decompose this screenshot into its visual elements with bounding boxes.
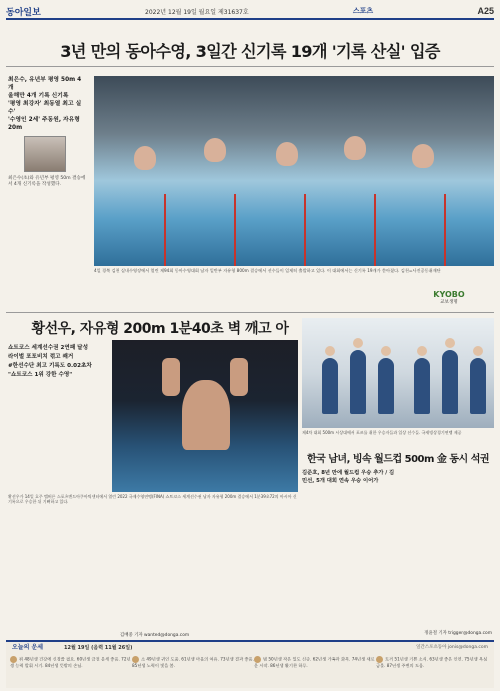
athlete-head	[417, 346, 427, 356]
sponsor-brand: KYOBO	[433, 290, 465, 299]
inset-portrait-photo	[24, 136, 66, 172]
swimmer-figure	[344, 136, 366, 160]
page-number: A25	[477, 6, 494, 16]
swimmer-figure	[134, 146, 156, 170]
fortune-column	[10, 656, 132, 686]
fortune-text: 소 49년생 귀인 도움. 61년생 마음의 여유. 73년생 결과 좋음. 85년생 노력이 빛을 봄.	[132, 656, 254, 668]
zodiac-icon	[254, 656, 261, 663]
zodiac-icon	[10, 656, 17, 663]
fortune-column	[132, 656, 254, 686]
hwang-sunwoo-photo	[112, 340, 298, 492]
fortune-right-note: 일간스포츠동아 jonis@donga.com	[416, 645, 488, 650]
swimmer-figure	[204, 138, 226, 162]
athlete-figure	[442, 350, 458, 414]
athlete-head	[353, 338, 363, 348]
fortune-date-text: 12월 19일	[64, 645, 90, 651]
zodiac-icon	[376, 656, 383, 663]
athlete-figure	[470, 358, 486, 414]
fortune-date	[64, 646, 132, 652]
fortune-text: 토끼 51년생 기쁜 소식. 63년생 좋은 인연. 75년생 욕심 금물. 87년생 주변의 도움.	[376, 656, 488, 668]
second-story-body	[8, 512, 298, 622]
third-headline: 한국 남녀, 빙속 월드컵 500m 金 동시 석권	[306, 454, 490, 465]
issue-date: 2022년 12월 19일 월요일 제31637호	[145, 8, 249, 16]
athlete-figure	[322, 358, 338, 414]
hwang-photo-caption: 황선우가 14일 호주 멜버른 스포츠앤드아쿠아틱센터에서 열린 2022 국제수영연맹(FINA) 쇼트코스 세계선수권 남자 자유형 200m 결승에서 1분39초72의 아시아 신기록으로 우승한 뒤 기뻐하고 있다.	[8, 494, 297, 505]
second-story-byline: 김배중 기자 wanted@donga.com	[120, 633, 190, 638]
athlete-figure	[414, 358, 430, 414]
second-kicker-4: "쇼트코스 1위 강한 수영"	[8, 372, 73, 378]
top-headline: 3년 만의 동아수영, 3일간 신기록 19개 '기록 산실' 입증	[60, 42, 440, 61]
lane-rope	[164, 194, 166, 266]
divider-top	[6, 66, 494, 67]
kicker-line-3: '평영 최강자' 최동열 최고 실수'	[8, 101, 82, 115]
second-kicker-3: #한선수단 최고 기록도 0.02초차	[8, 363, 92, 369]
lane-rope	[444, 194, 446, 266]
athlete-head	[473, 346, 483, 356]
kicker-line-1: 최은수, 유년부 평영 50m 4개	[8, 77, 82, 91]
fortune-section	[6, 640, 494, 688]
athlete-figure	[378, 358, 394, 414]
masthead	[6, 4, 494, 20]
top-story-columns	[94, 282, 394, 310]
swimmer-figure	[412, 144, 434, 168]
divider-mid	[6, 312, 494, 313]
swimming-start-photo	[94, 76, 494, 266]
top-story-left-column	[8, 76, 86, 301]
second-headline: 황선우, 자유형 200m 1분40초 벽 깨고 아	[31, 321, 289, 337]
sponsor-box	[404, 290, 494, 310]
sponsor-label: 교보생명	[440, 300, 458, 305]
third-story-body	[400, 470, 494, 620]
speed-skating-podium-photo	[302, 318, 494, 428]
paper-logo: 동아일보	[6, 7, 41, 18]
fortune-column	[254, 656, 376, 686]
fortune-title: 오늘의 운세	[12, 644, 44, 651]
swimmer-figure	[276, 142, 298, 166]
lane-rope	[374, 194, 376, 266]
athlete-figure	[350, 350, 366, 414]
raised-arm	[162, 358, 180, 396]
fortune-lunar-date: (음력 11월 26일)	[91, 645, 133, 651]
athlete-head	[445, 338, 455, 348]
fortune-column	[376, 656, 488, 686]
athlete-head	[381, 346, 391, 356]
fortune-text: 쥐 48년생 건강에 신경쓸 필요. 60년생 금전 운세 좋음. 72년생 능력 발휘 시기. 84년생 뜻밖의 손님.	[10, 656, 131, 668]
fortune-text: 범 50년생 작은 일도 신중. 62년생 가족과 화목. 74년생 새로운 시작. 86년생 활기찬 하루.	[254, 656, 375, 668]
section-label: 스포츠	[352, 7, 374, 15]
raised-arm	[230, 358, 248, 396]
second-story-kickers	[8, 344, 108, 380]
second-kicker-2: 라이벌 포포비치 꺾고 쾌거	[8, 354, 74, 360]
third-story-kicker: 김준호, 8년 만에 월드컵 우승 추가 / 김민선, 5개 대회 연속 우승 이어가	[302, 470, 395, 484]
top-photo-caption: 4일 경북 김천 실내수영장에서 열린 제94회 동아수영대회 남자 일반부 자유형 800m 결승에서 선수들이 일제히 출발하고 있다. 이 대회에서는 신기록 19개가 쏟아졌다. 김천=사진공동취재단	[94, 268, 441, 273]
top-story-body: 최은수(초)와 유년부 평영 50m 결승에서 4개 신기록을 작성했다.	[8, 176, 86, 188]
swimmer-figure	[182, 380, 230, 450]
kicker-line-4: '수영인 2세' 주동원, 자유형 20m	[8, 117, 80, 131]
third-story-byline: 정윤철 기자 trigger@donga.com	[424, 631, 492, 636]
athlete-head	[325, 346, 335, 356]
zodiac-icon	[132, 656, 139, 663]
lane-rope	[304, 194, 306, 266]
second-kicker-1: 쇼트코스 세계선수권 2연패 달성	[8, 345, 88, 351]
lane-rope	[234, 194, 236, 266]
kicker-line-2: 올해만 4개 기록 신기록	[8, 93, 69, 99]
top-story-kickers	[8, 76, 86, 132]
skating-photo-caption: 제4차 대회 500m 시상대에서 포즈를 취한 우승자들과 입상 선수들. 국제빙상경기연맹 제공	[302, 430, 462, 435]
